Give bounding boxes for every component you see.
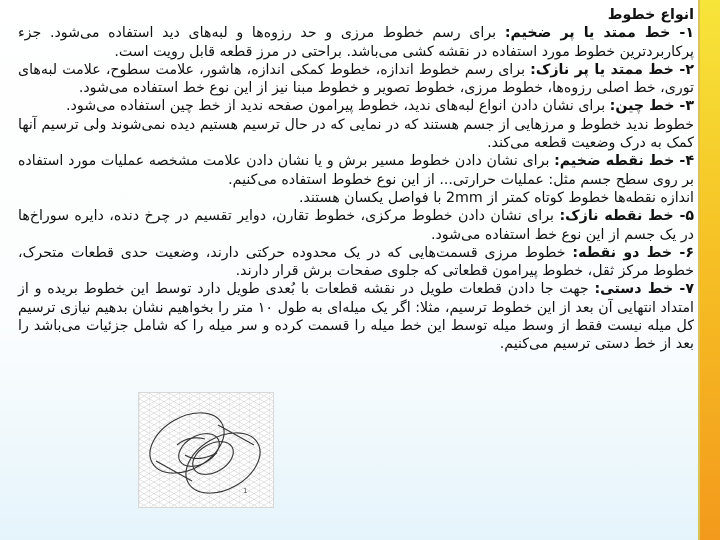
- section-3-note: [18, 116, 694, 153]
- document-title: انواع خطوط: [607, 7, 694, 23]
- section-text: برای نشان دادن انواع لبه‌های ندید، خطوط پیرامون صفحه ندید از خط چین استفاده می‌شود.: [66, 98, 610, 115]
- decorative-side-bar: [700, 0, 720, 540]
- section-label: ۴- خط نقطه ضخیم:: [554, 153, 694, 170]
- section-text: خطوط مرزی قسمت‌هایی که در یک محدوده حرکتی دارند، وضعیت حدی قطعات متحرک، خطوط مرکز ثقل، خطوط پیرامون قطعاتی که جلوی صفحات برش قرار دارند.: [18, 244, 694, 280]
- section-3: [18, 97, 694, 115]
- section-text: برای نشان دادن خطوط مرکزی، خطوط تقارن، دوایر تقسیم در چرخ دنده، دایره سوراخ‌ها در یک جسم از این نوع خط استفاده می‌شود.: [18, 208, 694, 243]
- section-text: جهت جا دادن قطعات طویل در نقشه قطعات با بُعدی طویل دارد توسط این خطوط بریده و از امتداد انتهایی آن بعد از این خطوط ترسیم، مثلا: اگر یک میله‌ای به طول ۱۰ متر را بخواهیم نشان بدهیم نیازی ترسیم کل میله نیست فقط از وسط میله توسط این خط میله را قسمت کرده و سر میله را که شامل جزئیات می‌باشد را بعد از خط دستی ترسیم می‌کنیم.: [18, 281, 694, 353]
- section-label: ۶- خط دو نقطه:: [572, 244, 694, 261]
- section-text: خطوط ندید خطوط و مرزهایی از جسم هستند که در نمایی که در حال ترسیم هستیم دیده نمی‌شوند ولی ترسیم آنها کمک به درک وضعیت قطعه می‌کند.: [18, 116, 694, 152]
- document-body: [18, 6, 694, 354]
- section-text: برای رسم خطوط اندازه، خطوط کمکی اندازه، هاشور، علامت سطوح، علامت لبه‌های توری، خط اصلی رزوه‌ها، خطوط مرزی، خطوط تصویر و خطوط مبنا نیز از این نوع خط استفاده می‌شود.: [18, 61, 694, 97]
- section-1: [18, 24, 694, 61]
- section-label: ۷- خط دستی:: [594, 281, 694, 298]
- isometric-stepped-cylinder-icon: [139, 393, 273, 507]
- section-label: ۳- خط چین:: [609, 98, 694, 115]
- section-text: برای نشان دادن خطوط مسیر برش و یا نشان دادن علامت مشخصه عملیات مورد استفاده بر روی سطح جسم مثل: عملیات حرارتی... از این نوع خطوط استفاده می‌کنیم.: [18, 153, 694, 188]
- section-text: اندازه نقطه‌ها خطوط کوتاه کمتر از 2mm با فواصل یکسان هستند.: [299, 189, 694, 206]
- isometric-drawing-figure: [138, 392, 274, 508]
- section-6: [18, 244, 694, 281]
- section-5: [18, 207, 694, 244]
- section-4: [18, 152, 694, 189]
- section-text: برای رسم خطوط مرزی و حد رزوه‌ها و لبه‌های دید استفاده می‌شود. جزء پرکاربردترین خطوط مورد استفاده در نقشه کشی می‌باشد. براحتی در مرز قطعه قابل رویت است.: [18, 25, 694, 60]
- section-label: ۱- خط ممتد یا پر ضخیم:: [504, 25, 694, 42]
- section-4-note: [18, 189, 694, 207]
- figure-number: 1: [243, 487, 248, 495]
- section-2: [18, 61, 694, 98]
- section-label: ۵- خط نقطه نازک:: [559, 208, 695, 225]
- section-7: [18, 280, 694, 353]
- section-label: ۲- خط ممتد یا پر نازک:: [530, 61, 694, 78]
